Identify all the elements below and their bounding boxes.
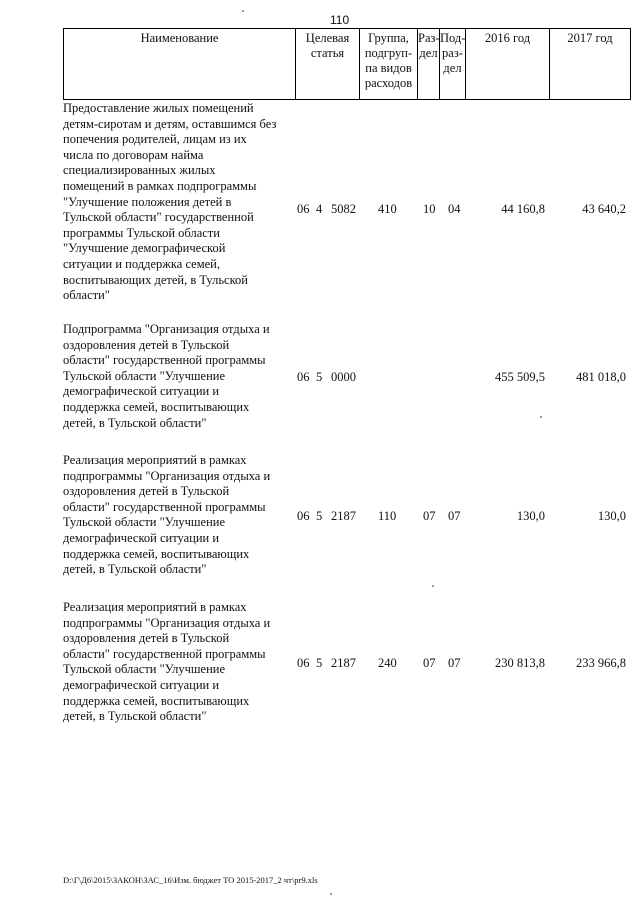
subsection-value: 04 — [448, 202, 461, 216]
table-row — [63, 453, 630, 583]
scan-speck — [432, 585, 434, 587]
target-direction-code: 5082 — [331, 202, 356, 216]
row-name: Предоставление жилых помещений детям-сиротам и детям, оставшимся без попечения родителей, лицам из их числа по договорам найма специализированных жилых помещений в рамках подпрограммы "Улучшение положения детей в Тульской области" государственной программы Тульской области "Улучшение демографической ситуации и поддержка семей, воспитывающих детей, в Тульской области" — [63, 101, 277, 303]
scan-speck — [242, 10, 244, 12]
target-program-code: 06 — [297, 370, 310, 384]
subsection-value: 07 — [448, 656, 461, 670]
header-target-article: Целевая статья — [296, 29, 360, 99]
value-2017: 233 966,8 — [576, 656, 626, 670]
value-2016: 130,0 — [516, 509, 545, 523]
header-year-2016: 2016 год — [466, 29, 550, 99]
row-name: Реализация мероприятий в рамках подпрограммы "Организация отдыха и оздоровления детей в Тульской области" государственной программы Тульской области "Улучшение демографической ситуации и поддержка семей, воспитывающих детей, в Тульской области" — [63, 453, 271, 577]
section-value: 07 — [423, 656, 436, 670]
scan-speck — [330, 893, 332, 895]
section-value: 10 — [423, 202, 436, 216]
value-2016: 455 509,5 — [495, 370, 545, 384]
header-year-2017: 2017 год — [550, 29, 631, 99]
target-subprogram-code: 5 — [316, 656, 323, 670]
table-row — [63, 101, 630, 311]
target-direction-code: 2187 — [331, 509, 356, 523]
value-2016: 230 813,8 — [495, 656, 545, 670]
header-expense-group: Группа, подгруп- па видов расходов — [360, 29, 418, 99]
section-value: 07 — [423, 509, 436, 523]
expense-group-value: 240 — [378, 656, 397, 670]
row-name: Подпрограмма "Организация отдыха и оздоровления детей в Тульской области" государственной программы Тульской области "Улучшение демографической ситуации и поддержка семей, воспитывающих детей, в Тульской области" — [63, 322, 270, 430]
header-subsection: Под- раз- дел — [440, 29, 466, 99]
page-number: 110 — [330, 13, 350, 27]
table-row — [63, 322, 630, 437]
target-program-code: 06 — [297, 202, 310, 216]
scan-speck — [540, 416, 542, 418]
value-2016: 44 160,8 — [501, 202, 545, 216]
value-2017: 43 640,2 — [582, 202, 626, 216]
expense-group-value: 410 — [378, 202, 397, 216]
target-subprogram-code: 5 — [316, 509, 323, 523]
file-path-footer: D:\Г\Д6\2015\ЗАКОН\ЗАС_16\Изм. бюджет ТО 2015-2017_2 чт\pr9.xls — [63, 875, 318, 885]
table-row — [63, 600, 630, 730]
target-program-code: 06 — [297, 656, 310, 670]
value-2017: 481 018,0 — [576, 370, 626, 384]
header-section: Раз- дел — [418, 29, 440, 99]
target-direction-code: 0000 — [331, 370, 356, 384]
header-name: Наименование — [64, 29, 296, 99]
value-2017: 130,0 — [597, 509, 626, 523]
target-direction-code: 2187 — [331, 656, 356, 670]
target-subprogram-code: 5 — [316, 370, 323, 384]
subsection-value: 07 — [448, 509, 461, 523]
row-name: Реализация мероприятий в рамках подпрограммы "Организация отдыха и оздоровления детей в Тульской области" государственной программы Тульской области "Улучшение демографической ситуации и поддержка семей, воспитывающих детей, в Тульской области" — [63, 600, 271, 724]
target-subprogram-code: 4 — [316, 202, 323, 216]
table-header — [63, 28, 631, 100]
expense-group-value: 110 — [378, 509, 397, 523]
target-program-code: 06 — [297, 509, 310, 523]
